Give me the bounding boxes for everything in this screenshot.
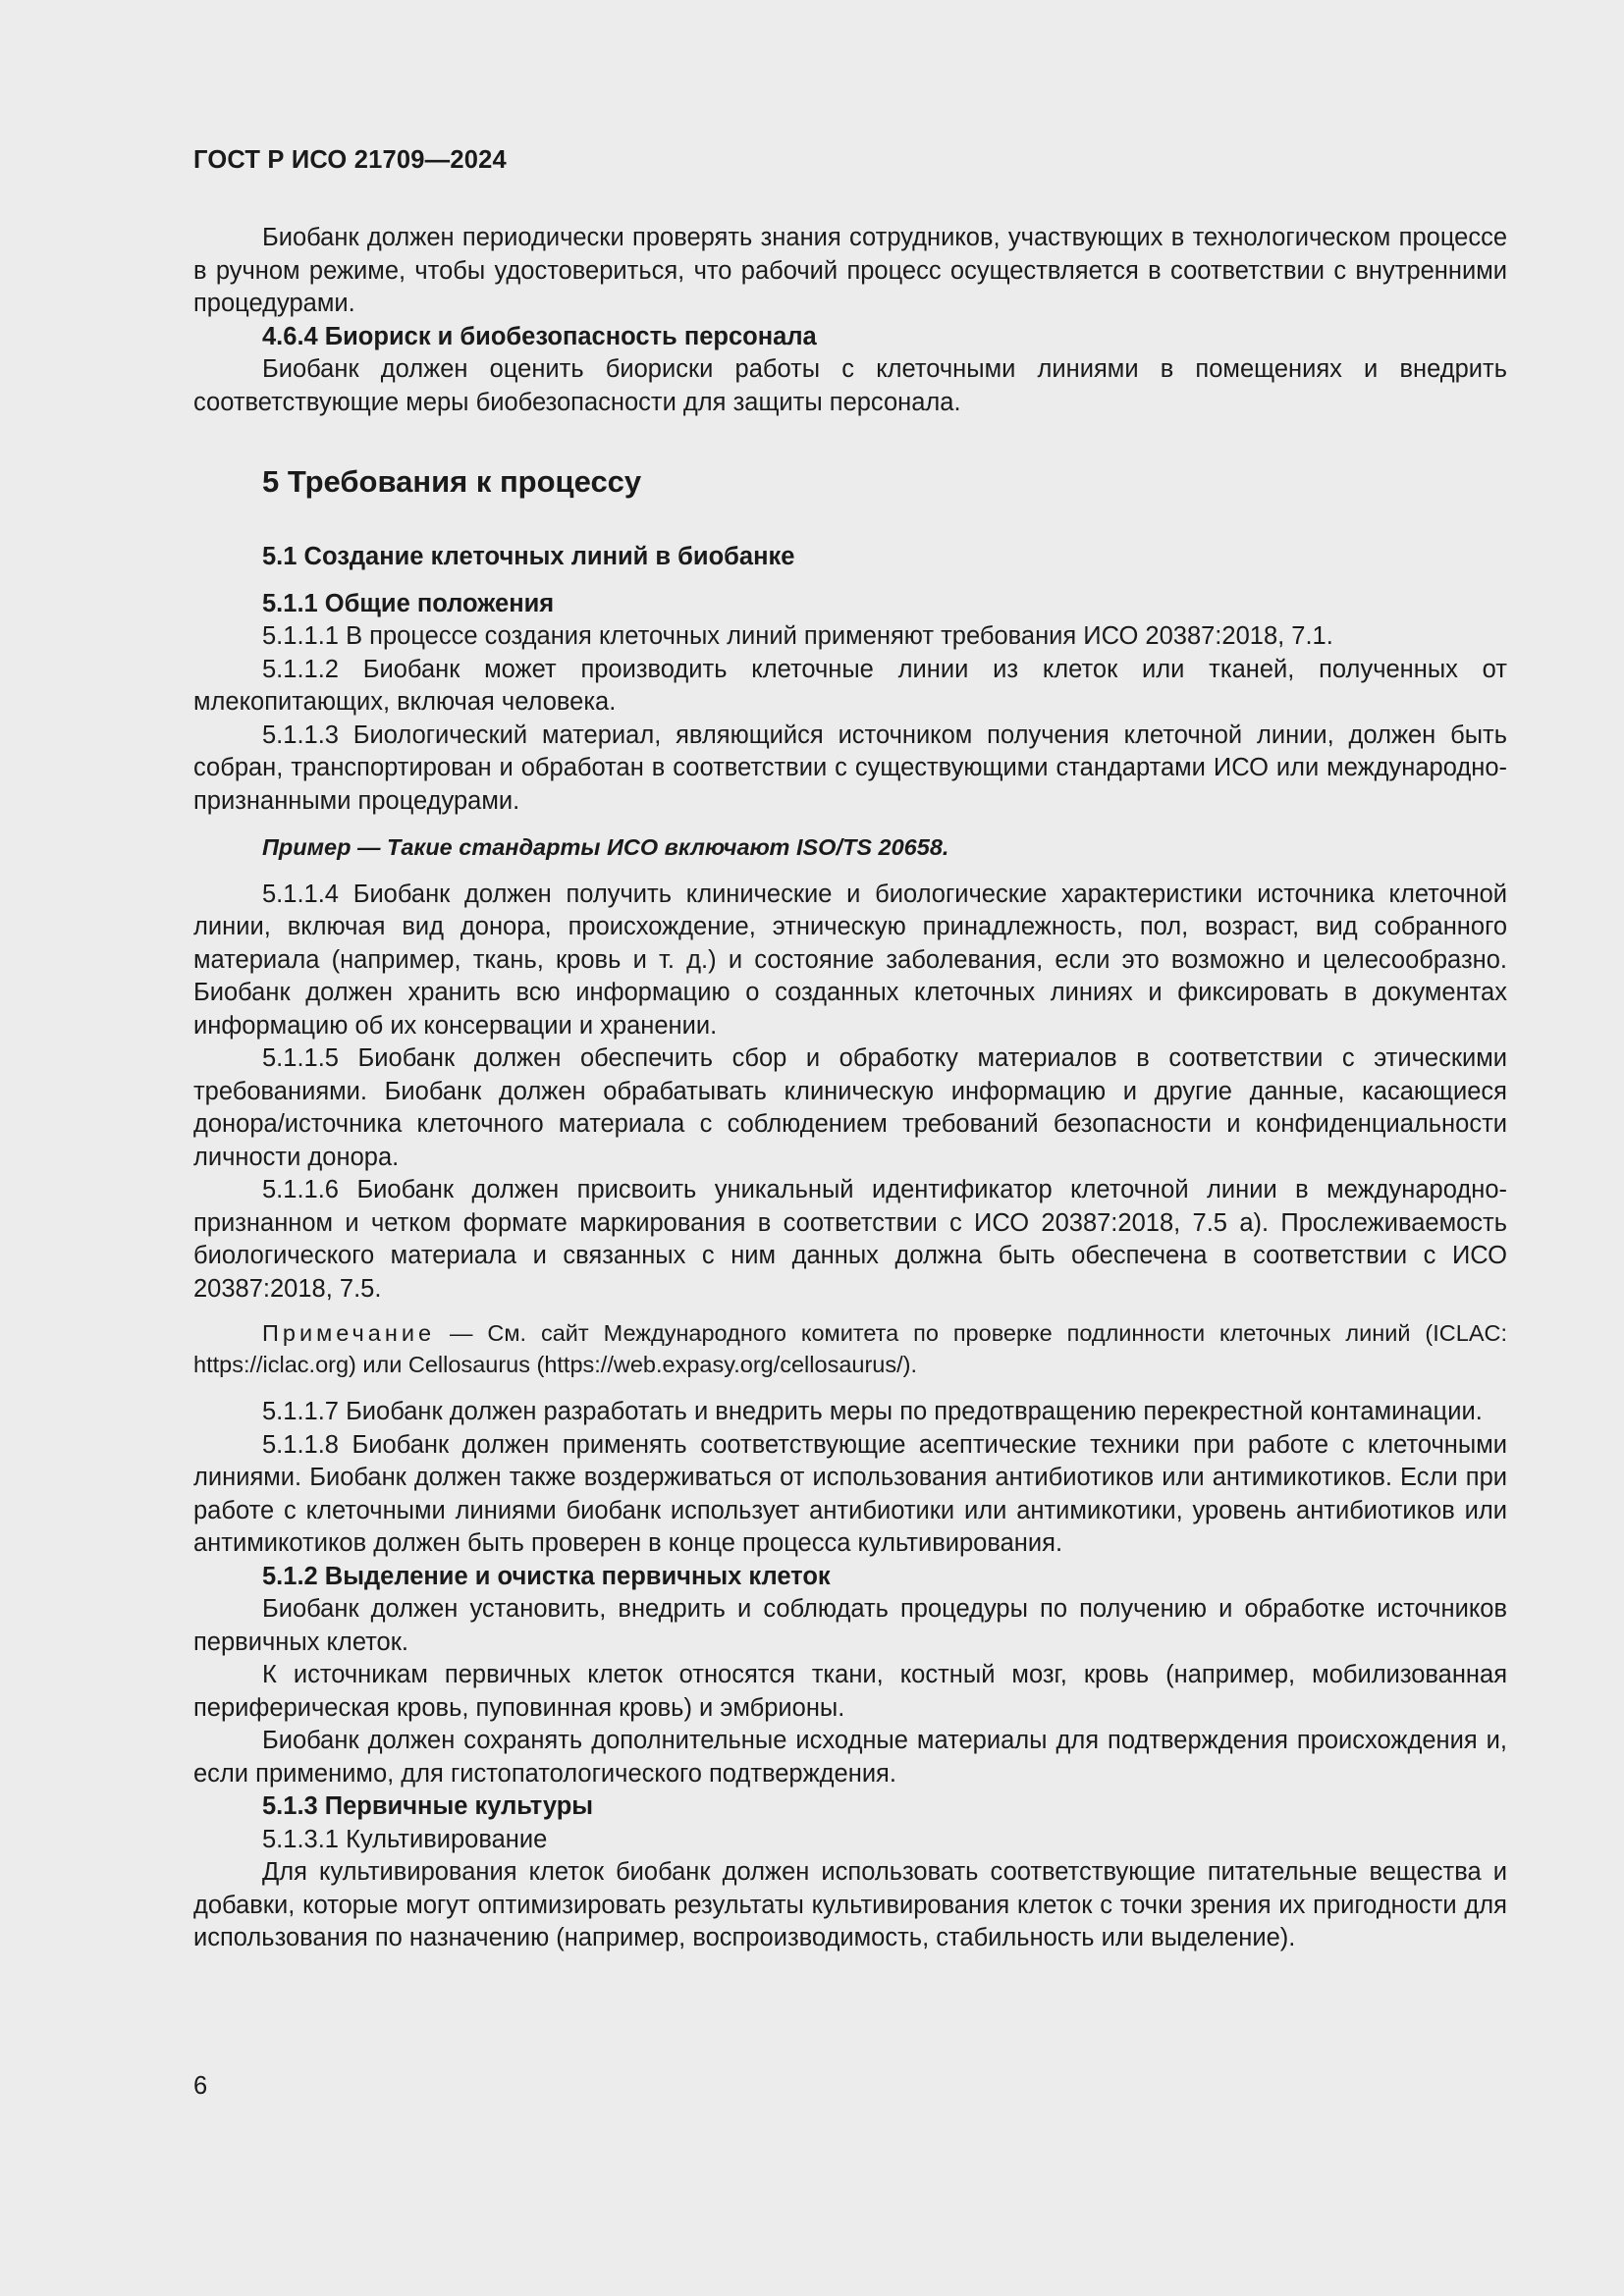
paragraph-5-1-1-6: 5.1.1.6 Биобанк должен присвоить уникальный идентификатор клеточной линии в международно-признанном и четком формате маркирования в соответствии с ИСО 20387:2018, 7.5 a). Прослеживаемость биологического материала и связанных с ним данных должна быть обеспечена в соответствии с ИСО 20387:2018, 7.5.: [193, 1176, 1507, 1303]
paragraph-5-1-3-1: Для культивирования клеток биобанк должен использовать соответствующие питательные вещества и добавки, которые могут оптимизировать результаты культивирования клеток с точки зрения их пригодности для использования по назначению (например, воспроизводимость, стабильность или выделение).: [193, 1858, 1507, 1951]
heading-5-1: 5.1 Создание клеточных линий в биобанке: [262, 543, 795, 570]
note-label: Примечание: [262, 1320, 436, 1346]
paragraph-5-1-1-4: 5.1.1.4 Биобанк должен получить клинические и биологические характеристики источника клеточной линии, включая вид донора, происхождение, этническую принадлежность, пол, возраст, вид собранного материала (например, ткань, кровь и т. д.) и состояние заболевания, если это возможно и целесообразно. Биобанк должен хранить всю информацию о созданных клеточных линиях и фиксировать в документах информацию об их консервации и хранении.: [193, 880, 1507, 1040]
example-note: Пример — Такие стандарты ИСО включают ISO/TS 20658.: [262, 834, 949, 860]
page-content: [193, 222, 1507, 1955]
heading-5-1-3: 5.1.3 Первичные культуры: [262, 1792, 594, 1820]
paragraph-5-1-1-7: 5.1.1.7 Биобанк должен разработать и внедрить меры по предотвращению перекрестной контаминации.: [262, 1398, 1483, 1425]
paragraph-5-1-1-1: 5.1.1.1 В процессе создания клеточных линий применяют требования ИСО 20387:2018, 7.1.: [262, 622, 1333, 650]
note: [193, 1317, 1507, 1380]
paragraph-staff-knowledge: Биобанк должен периодически проверять знания сотрудников, участвующих в технологическом процессе в ручном режиме, чтобы удостовериться, что рабочий процесс осуществляется в соответствии с внутренними процедурами.: [193, 224, 1507, 317]
heading-5-1-2: 5.1.2 Выделение и очистка первичных клеток: [262, 1562, 831, 1590]
paragraph-5-1-1-2: 5.1.1.2 Биобанк может производить клеточные линии из клеток или тканей, полученных от млекопитающих, включая человека.: [193, 655, 1507, 716]
paragraph-biorisk: Биобанк должен оценить биориски работы с клеточными линиями в помещениях и внедрить соответствующие меры биобезопасности для защиты персонала.: [193, 355, 1507, 416]
heading-5-1-1: 5.1.1 Общие положения: [262, 589, 555, 617]
heading-4-6-4: 4.6.4 Биориск и биобезопасность персонала: [262, 322, 817, 350]
paragraph-5-1-1-8: 5.1.1.8 Биобанк должен применять соответствующие асептические техники при работе с клеточными линиями. Биобанк должен также воздерживаться от использования антибиотиков или антимикотиков. Если при работе с клеточными линиями биобанк использует антибиотики или антимикотики, уровень антибиотиков или антимикотиков должен быть проверен в конце процесса культивирования.: [193, 1430, 1507, 1557]
section-heading-5: 5 Требования к процессу: [262, 464, 642, 499]
paragraph-5-1-2-a: Биобанк должен установить, внедрить и соблюдать процедуры по получению и обработке источников первичных клеток.: [193, 1595, 1507, 1656]
paragraph-5-1-2-b: К источникам первичных клеток относятся ткани, костный мозг, кровь (например, мобилизованная периферическая кровь, пуповинная кровь) и эмбрионы.: [193, 1661, 1507, 1722]
document-header: ГОСТ Р ИСО 21709—2024: [193, 146, 507, 174]
paragraph-5-1-1-5: 5.1.1.5 Биобанк должен обеспечить сбор и обработку материалов в соответствии с этическими требованиями. Биобанк должен обрабатывать клиническую информацию и другие данные, касающиеся донора/источника клеточного материала с соблюдением требований безопасности и конфиденциальности личности донора.: [193, 1044, 1507, 1171]
page-number: 6: [193, 2072, 208, 2100]
paragraph-5-1-2-c: Биобанк должен сохранять дополнительные исходные материалы для подтверждения происхождения и, если применимо, для гистопатологического подтверждения.: [193, 1727, 1507, 1788]
note-text: — См. сайт Международного комитета по проверке подлинности клеточных линий (ICLAC: https://iclac.org) или Cellosaurus (https://web.expasy.org/cellosaurus/).: [193, 1320, 1507, 1377]
paragraph-5-1-3-1-title: 5.1.3.1 Культивирование: [262, 1825, 548, 1853]
paragraph-5-1-1-3: 5.1.1.3 Биологический материал, являющийся источником получения клеточной линии, должен быть собран, транспортирован и обработан в соответствии с существующими стандартами ИСО или международно-признанными процедурами.: [193, 721, 1507, 815]
